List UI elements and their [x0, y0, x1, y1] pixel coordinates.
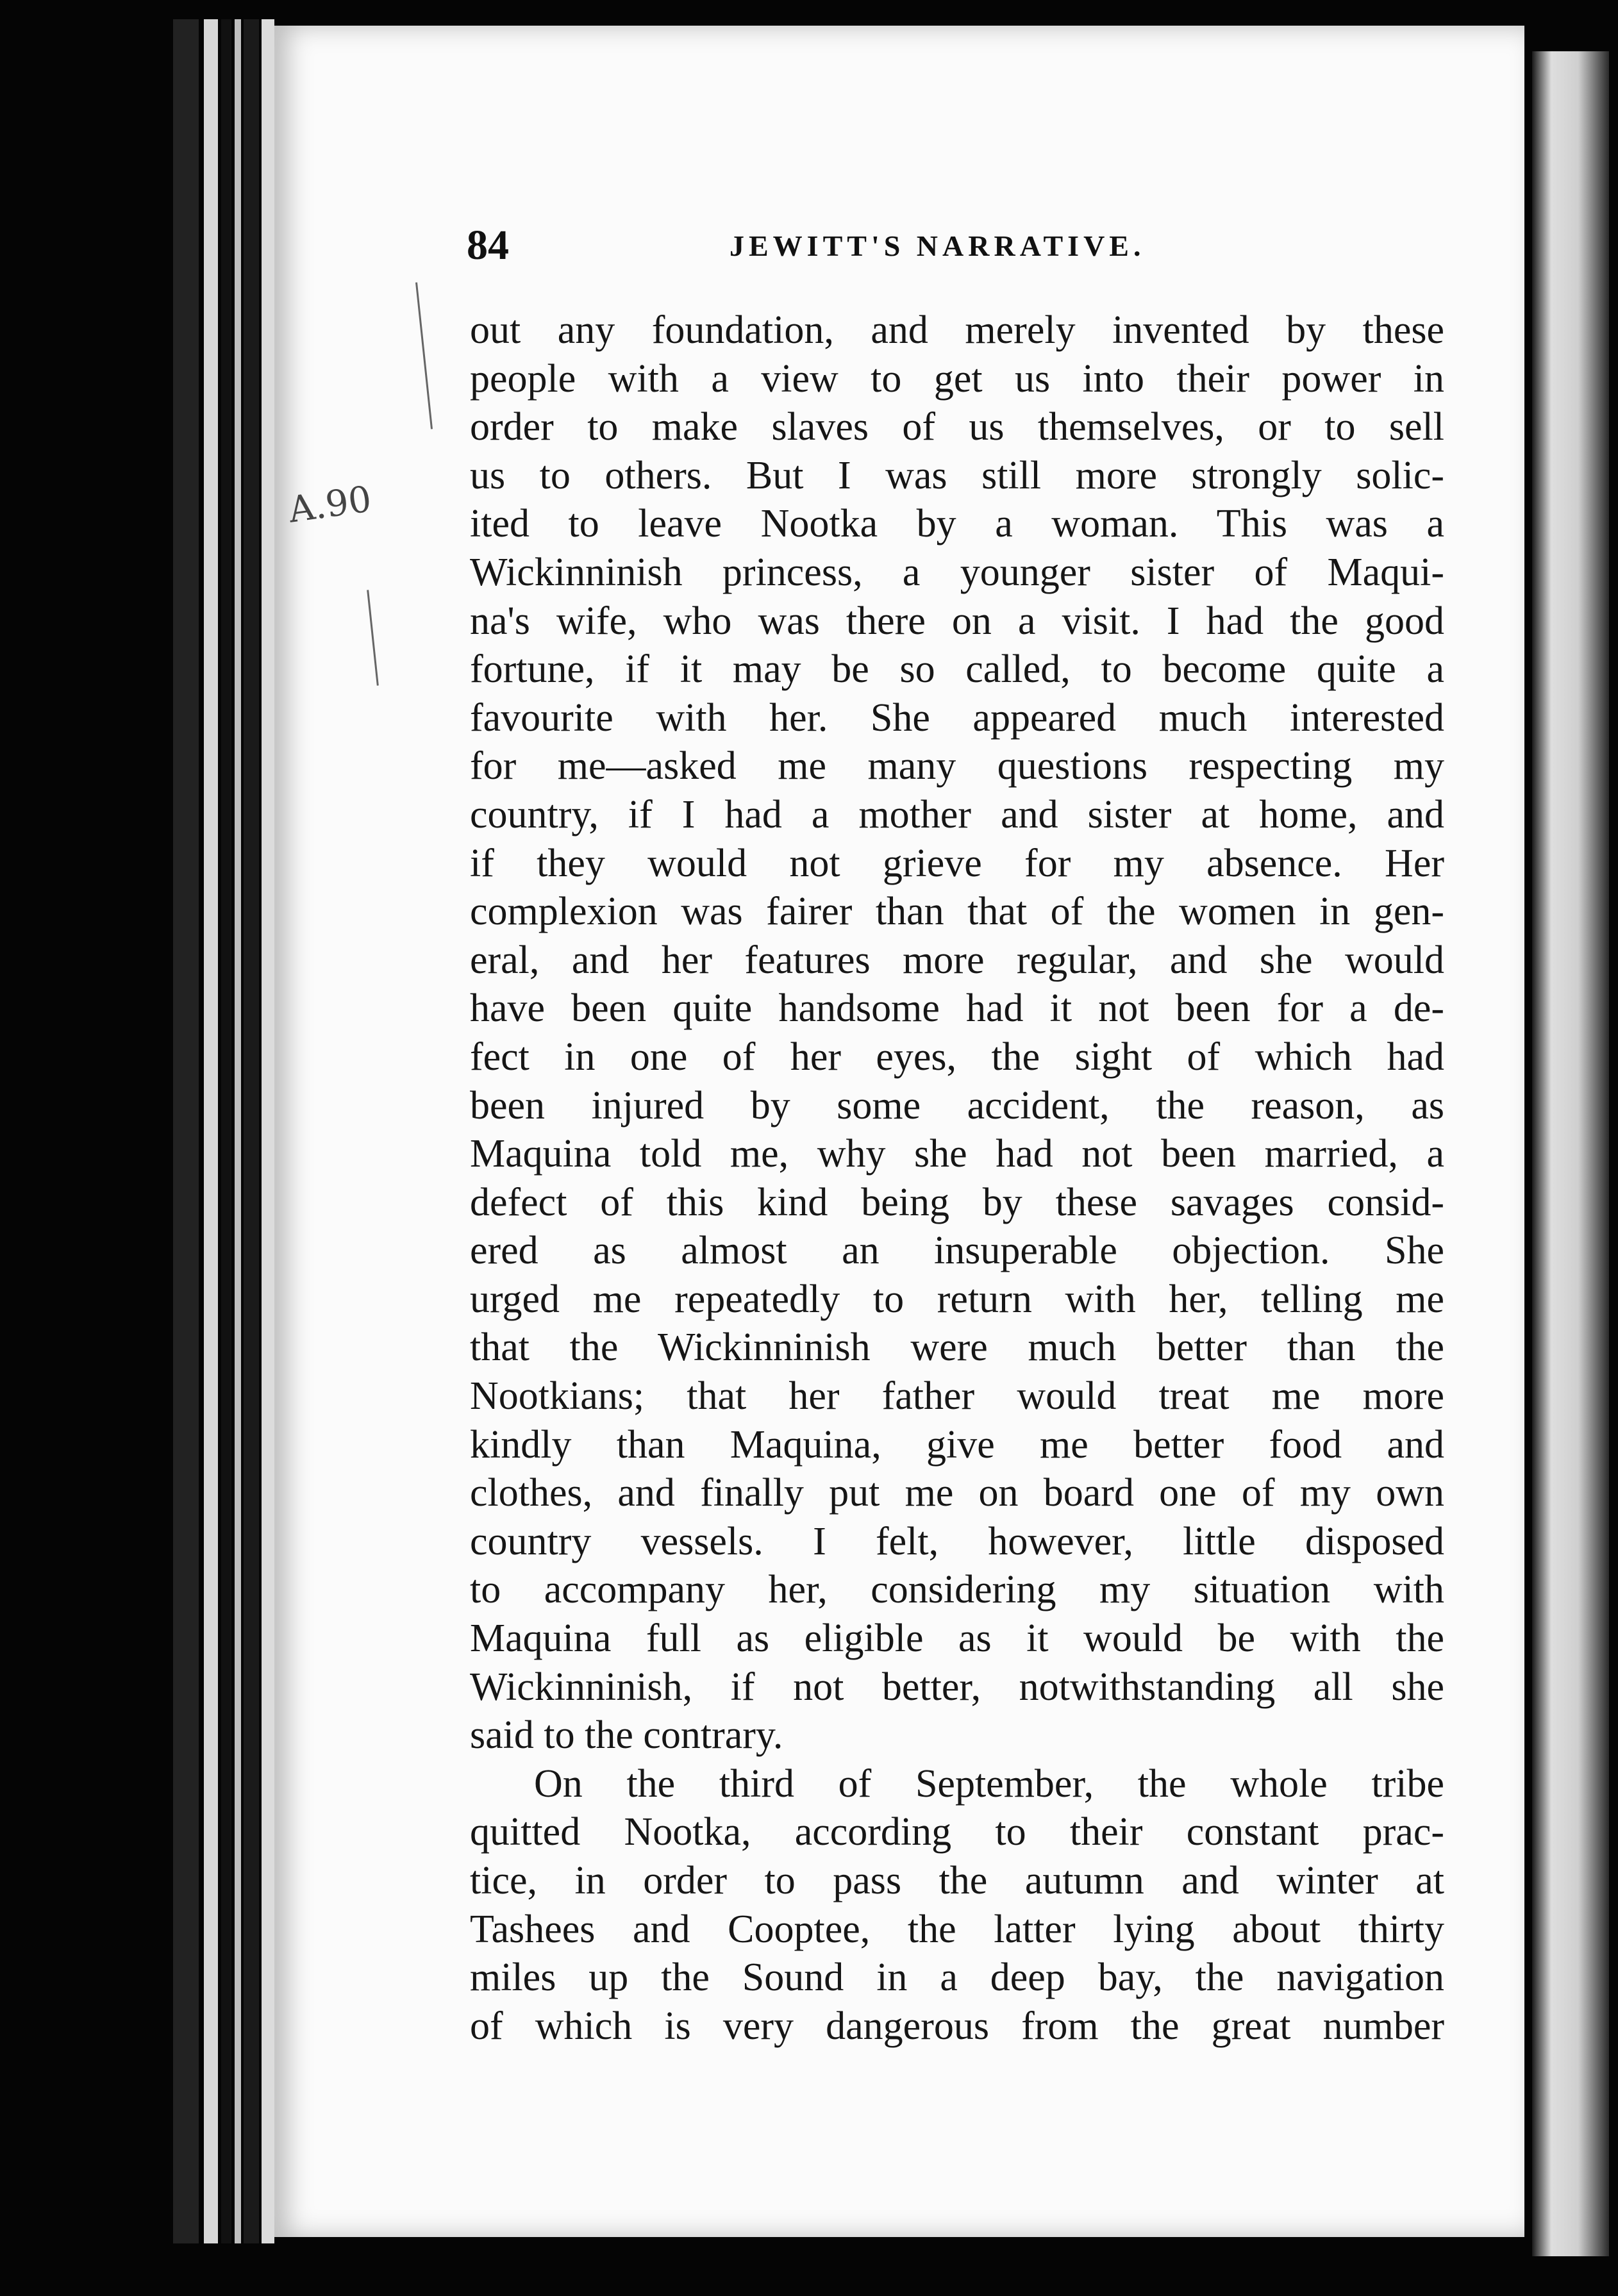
- page-edge: [235, 19, 241, 2243]
- text-line: out any foundation, and merely invented by these: [470, 308, 1444, 352]
- running-head: [467, 221, 1441, 272]
- text-line: for me—asked me many questions respecting my: [470, 744, 1444, 788]
- text-line: quitted Nootka, according to their constant prac-: [470, 1810, 1444, 1854]
- facing-page-edge: [1532, 51, 1609, 2256]
- text-line: complexion was fairer than that of the women in gen-: [470, 890, 1444, 934]
- text-line: kindly than Maquina, give me better food and: [470, 1422, 1444, 1467]
- binding-edge: [244, 19, 259, 2243]
- text-line: ered as almost an insuperable objection. She: [470, 1229, 1444, 1273]
- header-title: JEWITT'S NARRATIVE.: [730, 229, 1146, 262]
- text-line: ited to leave Nootka by a woman. This was a: [470, 502, 1444, 546]
- text-line: Tashees and Cooptee, the latter lying about thirty: [470, 1907, 1444, 1951]
- body-text: [470, 306, 1444, 2051]
- text-line: Wickinninish, if not better, notwithstanding all she: [470, 1665, 1444, 1709]
- paragraph-start-line: On the third of September, the whole tribe: [534, 1761, 1444, 1806]
- text-line: fect in one of her eyes, the sight of which had: [470, 1035, 1444, 1079]
- text-line: fortune, if it may be so called, to become quite a: [470, 647, 1444, 692]
- text-line: Wickinninish princess, a younger sister of Maqui-: [470, 550, 1444, 594]
- paragraph-end-line: said to the contrary.: [470, 1713, 783, 1758]
- page-edge: [204, 19, 218, 2243]
- margin-pencil-note: A.90: [286, 478, 374, 531]
- binding-edge: [173, 19, 199, 2243]
- text-line: na's wife, who was there on a visit. I had the good: [470, 599, 1444, 643]
- text-line: clothes, and finally put me on board one of my own: [470, 1471, 1444, 1515]
- page-number: 84: [467, 222, 509, 269]
- text-line: eral, and her features more regular, and she would: [470, 938, 1444, 982]
- text-line: to accompany her, considering my situation with: [470, 1568, 1444, 1612]
- text-line: miles up the Sound in a deep bay, the navigation: [470, 1956, 1444, 2000]
- text-line: if they would not grieve for my absence. Her: [470, 841, 1444, 885]
- page-edge: [262, 19, 274, 2243]
- text-line: favourite with her. She appeared much interested: [470, 695, 1444, 740]
- text-line: tice, in order to pass the autumn and winter at: [470, 1859, 1444, 1902]
- text-line: urged me repeatedly to return with her, telling me: [470, 1277, 1444, 1321]
- text-line: of which is very dangerous from the great number: [470, 2004, 1444, 2048]
- binding-edge: [221, 19, 231, 2243]
- text-line: defect of this kind being by these savages consid-: [470, 1180, 1444, 1224]
- text-line: country vessels. I felt, however, little disposed: [470, 1519, 1444, 1563]
- text-line: country, if I had a mother and sister at home, and: [470, 792, 1444, 836]
- text-line: Maquina told me, why she had not been married, a: [470, 1132, 1444, 1176]
- text-line: have been quite handsome had it not been for a de-: [470, 986, 1444, 1031]
- text-line: Nootkians; that her father would treat me more: [470, 1374, 1444, 1418]
- text-line: been injured by some accident, the reason, as: [470, 1083, 1444, 1127]
- text-line: us to others. But I was still more strongly solic-: [470, 453, 1444, 497]
- text-line: that the Wickinninish were much better than the: [470, 1326, 1444, 1370]
- text-line: order to make slaves of us themselves, or to sell: [470, 405, 1444, 449]
- text-line: people with a view to get us into their power in: [470, 356, 1444, 401]
- text-line: Maquina full as eligible as it would be with the: [470, 1617, 1444, 1661]
